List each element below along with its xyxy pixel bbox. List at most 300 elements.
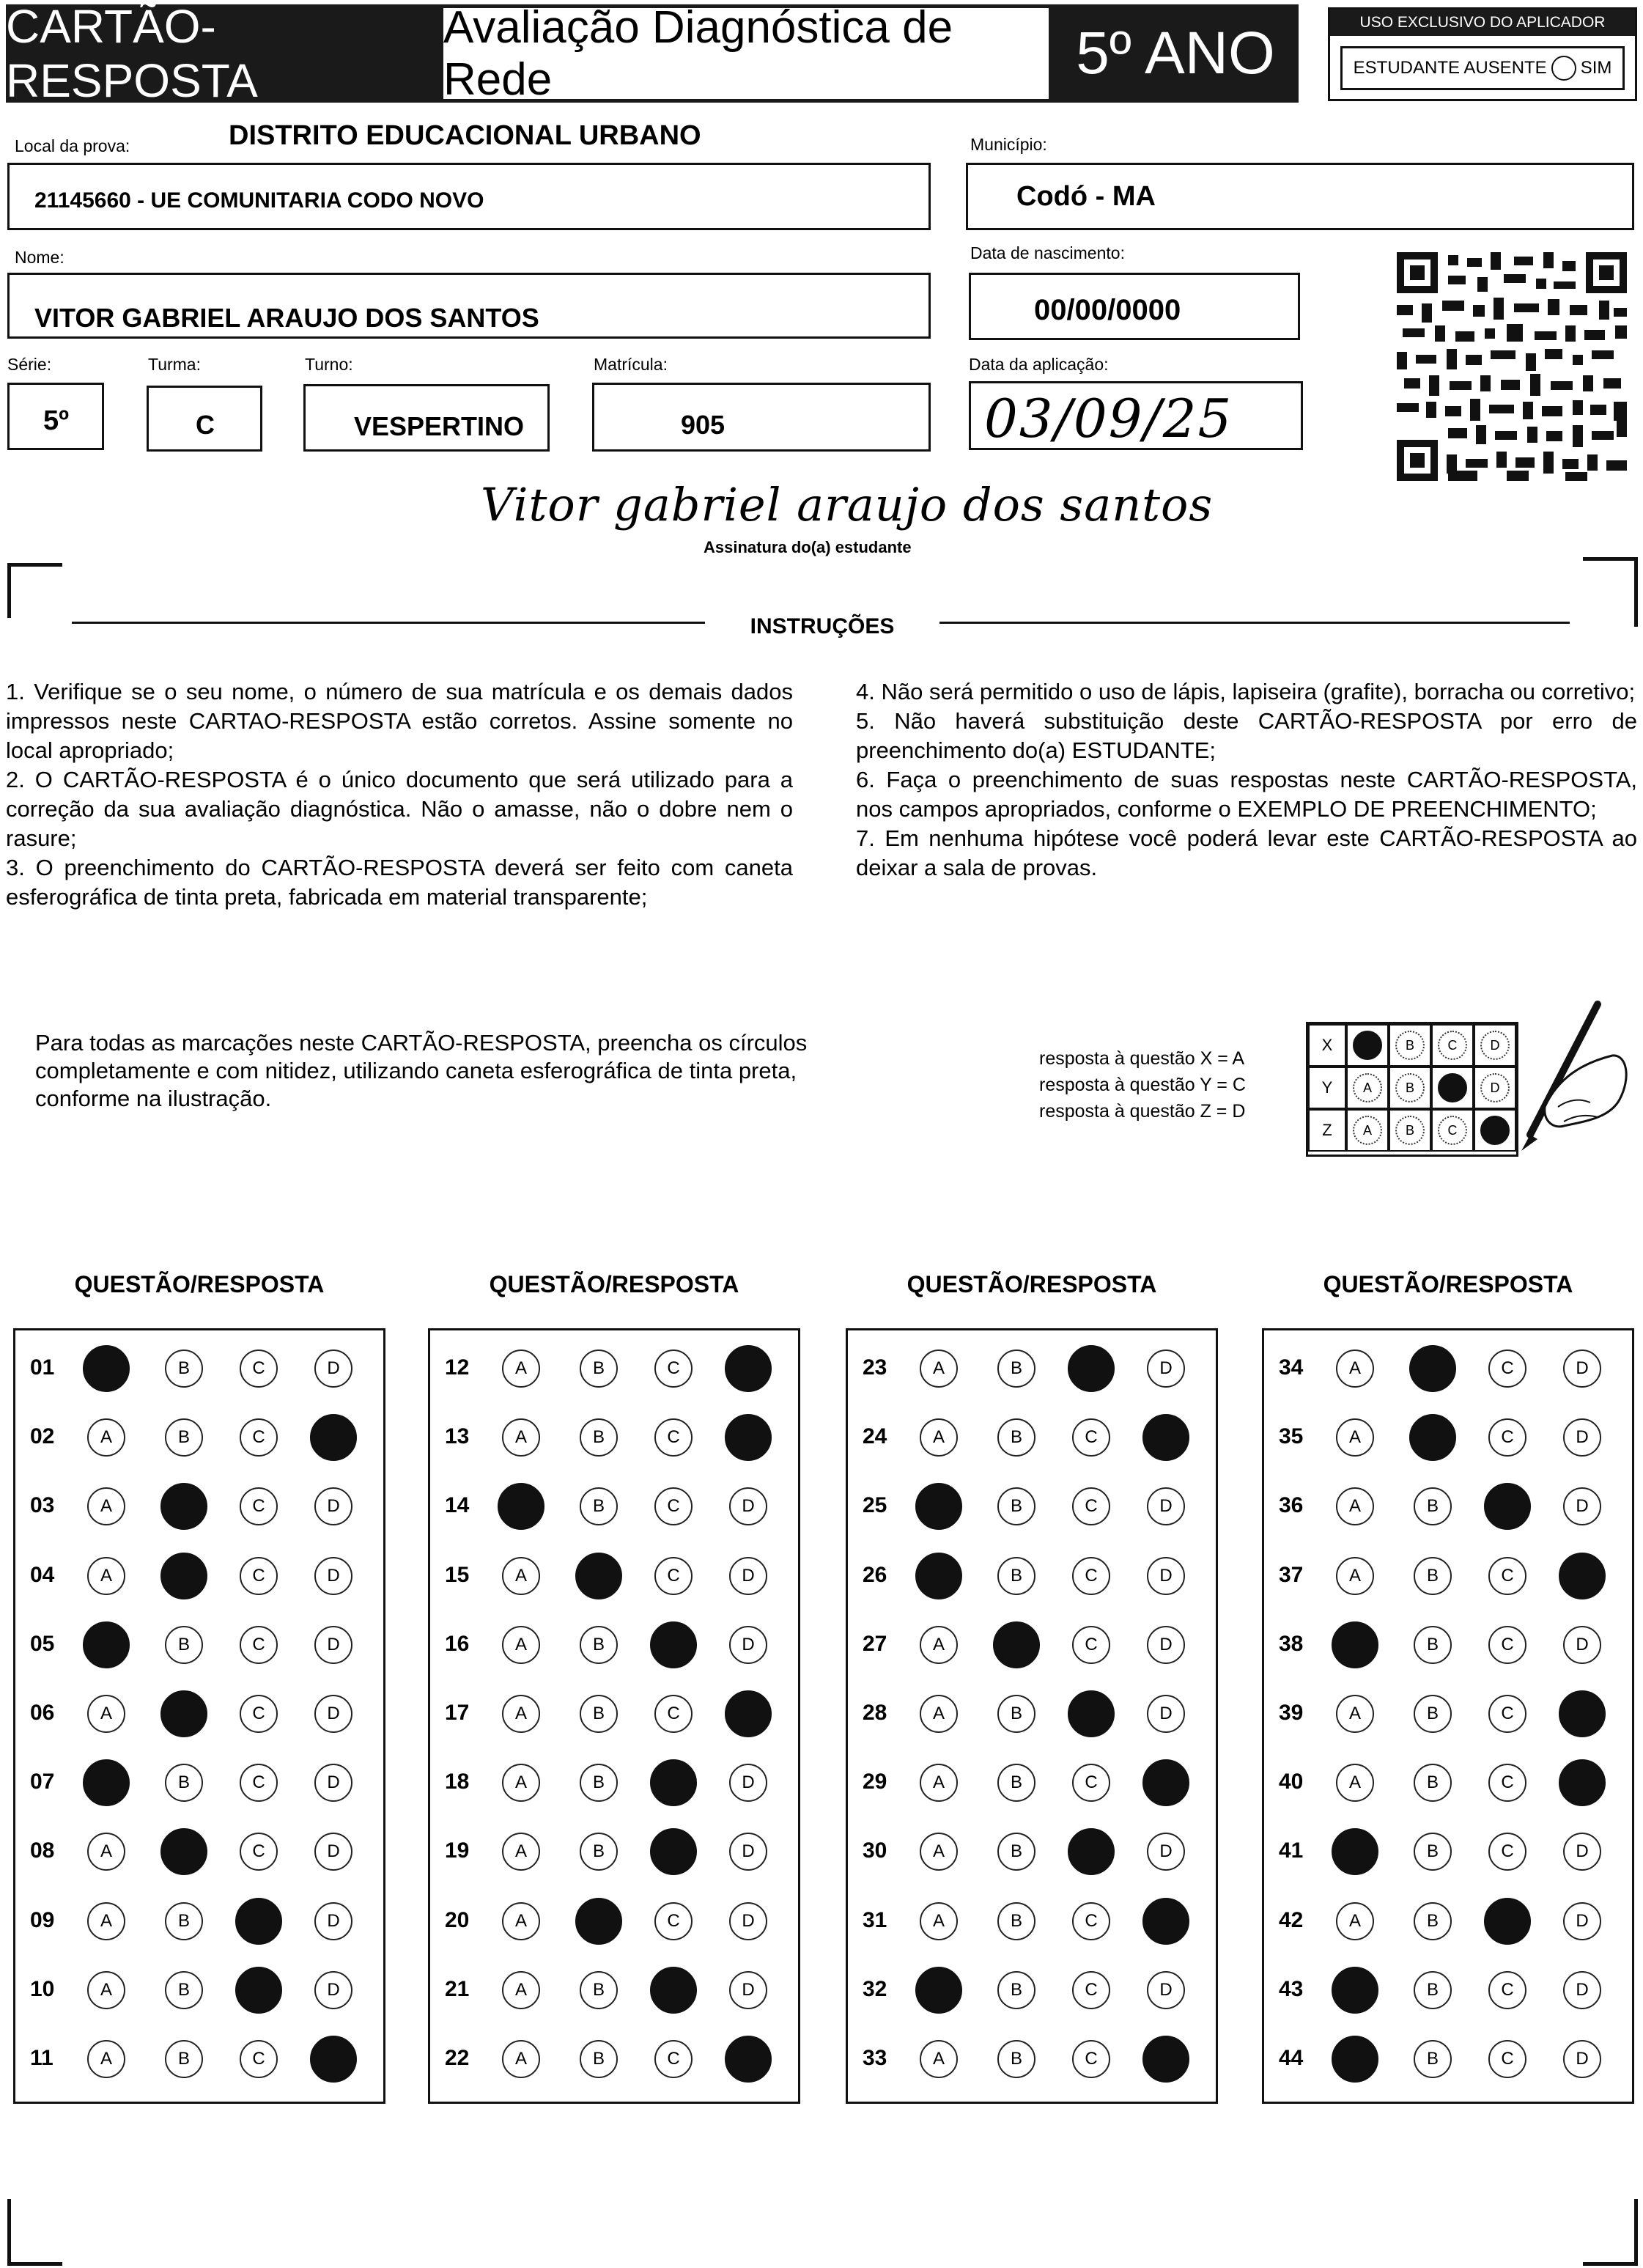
answer-bubble-b[interactable]: B [580,1695,618,1733]
turma-label: Turma: [148,355,201,374]
example-bubble-d: D [1480,1073,1510,1102]
answer-bubble-d[interactable]: D [314,1487,352,1525]
answer-bubble-a[interactable]: A [1336,1764,1374,1802]
answer-bubble-d[interactable]: D [729,1764,767,1802]
answer-bubble-a[interactable]: A [87,1695,125,1733]
answer-bubble-c[interactable]: C [240,1764,278,1802]
answer-row [430,1888,798,1956]
answer-bubble-b[interactable] [160,1828,207,1875]
answer-bubble-d[interactable]: D [1563,1902,1601,1940]
example-table [1306,1022,1518,1157]
answer-bubble-a[interactable] [915,1553,962,1599]
answer-bubble-a[interactable]: A [502,1350,540,1388]
example-cell [1346,1067,1389,1109]
example-cell [1346,1024,1389,1067]
signature-handwriting: Vitor gabriel araujo dos santos [481,478,1214,531]
answer-row [848,1404,1216,1473]
answer-bubble-c[interactable]: C [1072,1487,1110,1525]
question-number: 10 [30,1976,55,2001]
answer-bubble-a[interactable]: A [1336,1695,1374,1733]
answer-bubble-c[interactable]: C [654,1350,693,1388]
answer-row [848,1749,1216,1818]
question-number: 22 [445,2046,470,2070]
answer-bubble-c[interactable] [650,1967,697,2014]
example-bubble-a: A [1353,1116,1382,1145]
answer-column-1 [13,1328,385,2104]
answer-row [1264,1473,1632,1542]
answer-bubble-c[interactable]: C [240,1833,278,1871]
example-legend [1039,1045,1246,1124]
pen-hand-icon [1488,997,1634,1173]
nome-field [7,273,931,339]
answer-bubble-b[interactable]: B [1414,1902,1452,1940]
example-bubble-b: B [1395,1073,1425,1102]
answer-bubble-b[interactable]: B [165,1902,203,1940]
answer-bubble-a[interactable]: A [87,2040,125,2078]
question-number: 29 [863,1770,887,1794]
card-title: CARTÃO-RESPOSTA [6,4,440,103]
answer-bubble-b[interactable]: B [1414,1487,1452,1525]
answer-bubble-c[interactable]: C [1072,1971,1110,2009]
answer-bubble-b[interactable]: B [580,1487,618,1525]
answer-row [848,1680,1216,1749]
answer-row [15,1611,383,1680]
answer-column-3 [846,1328,1218,2104]
question-number: 30 [863,1838,887,1863]
answer-row [430,1611,798,1680]
answer-bubble-a[interactable]: A [87,1833,125,1871]
answer-bubble-d[interactable]: D [1147,1971,1185,2009]
answer-bubble-c[interactable]: C [1072,2040,1110,2078]
local-value: 21145660 - UE COMUNITARIA CODO NOVO [34,188,484,213]
answer-bubble-c[interactable] [235,1898,282,1945]
answer-row [1264,1749,1632,1818]
answer-bubble-c[interactable]: C [240,1487,278,1525]
instruction-2: 2. O CARTÃO-RESPOSTA é o único documento que será utilizado para a correção da sua avaliação diagnóstica. Não o amasse, não o dobre nem o rasure; [6,767,793,851]
answer-bubble-d[interactable] [725,1414,772,1461]
answer-bubble-d[interactable]: D [1563,1350,1601,1388]
answer-bubble-d[interactable]: D [1147,1626,1185,1664]
answer-bubble-b[interactable]: B [1414,1833,1452,1871]
question-number: 02 [30,1424,55,1449]
turma-field [147,386,262,452]
answer-bubble-c[interactable]: C [654,1902,693,1940]
answer-bubble-b[interactable]: B [580,1626,618,1664]
answer-bubble-a[interactable]: A [920,1350,958,1388]
answer-bubble-d[interactable] [1142,2036,1189,2083]
answer-bubble-c[interactable]: C [1072,1764,1110,1802]
answer-row [1264,1680,1632,1749]
question-number: 25 [863,1493,887,1518]
question-number: 13 [445,1424,470,1449]
answer-bubble-a[interactable] [915,1483,962,1530]
question-number: 36 [1279,1493,1304,1518]
answer-bubble-b[interactable]: B [997,1350,1035,1388]
answer-bubble-a[interactable]: A [1336,1487,1374,1525]
answer-bubble-d[interactable]: D [314,1695,352,1733]
answer-row [1264,1542,1632,1611]
local-field [7,163,931,230]
answer-bubble-d[interactable] [1142,1759,1189,1806]
instruction-7: 7. Em nenhuma hipótese você poderá levar este CARTÃO-RESPOSTA ao deixar a sala de provas. [856,825,1637,880]
example-cell [1389,1024,1431,1067]
answer-bubble-c[interactable]: C [1072,1902,1110,1940]
answer-bubble-a[interactable]: A [87,1487,125,1525]
answer-bubble-a[interactable]: A [920,1833,958,1871]
answer-bubble-d[interactable]: D [314,1350,352,1388]
answer-bubble-c[interactable]: C [1488,2040,1526,2078]
answer-bubble-a[interactable] [498,1483,544,1530]
answer-bubble-d[interactable] [1142,1414,1189,1461]
question-number: 27 [863,1631,887,1656]
example-cell [1431,1024,1474,1067]
answer-bubble-c[interactable]: C [240,1418,278,1457]
answer-row [848,1888,1216,1956]
answer-bubble-c[interactable] [1068,1345,1115,1392]
answer-bubble-c[interactable]: C [240,1695,278,1733]
example-row-label: Z [1308,1109,1346,1152]
answer-bubble-d[interactable] [725,1345,772,1392]
answer-bubble-b[interactable]: B [997,1971,1035,2009]
instructions-title: INSTRUÇÕES [750,614,895,638]
question-number: 04 [30,1562,55,1587]
answer-bubble-c[interactable]: C [654,2040,693,2078]
answer-bubble-d[interactable]: D [314,1557,352,1595]
serie-label: Série: [7,355,52,374]
corner-mark-bottom-right [1583,2199,1638,2266]
answer-bubble-a[interactable]: A [87,1557,125,1595]
answer-bubble-d[interactable]: D [314,1833,352,1871]
answer-bubble-b[interactable] [993,1621,1040,1668]
answer-bubble-d[interactable]: D [1563,1418,1601,1457]
example-row-label: Y [1308,1067,1346,1109]
answer-bubble-c[interactable]: C [1072,1557,1110,1595]
answer-bubble-a[interactable]: A [87,1902,125,1940]
answer-bubble-a[interactable]: A [1336,1902,1374,1940]
answer-bubble-b[interactable]: B [165,1764,203,1802]
answer-bubble-c[interactable]: C [654,1695,693,1733]
answer-bubble-b[interactable]: B [580,1764,618,1802]
answer-bubble-a[interactable] [915,1967,962,2014]
answer-bubble-b[interactable]: B [580,2040,618,2078]
answer-bubble-b[interactable]: B [580,1971,618,2009]
question-number: 19 [445,1838,470,1863]
answer-bubble-c[interactable]: C [654,1557,693,1595]
answer-bubble-d[interactable]: D [729,1626,767,1664]
question-number: 05 [30,1631,55,1656]
answer-bubble-d[interactable]: D [1147,1695,1185,1733]
question-number: 06 [30,1701,55,1725]
answer-bubble-b[interactable] [160,1483,207,1530]
answer-row [15,2025,383,2094]
answer-bubble-a[interactable]: A [502,1557,540,1595]
answer-bubble-a[interactable]: A [920,1626,958,1664]
answer-bubble-d[interactable] [1559,1553,1606,1599]
answer-bubble-c[interactable]: C [1488,1418,1526,1457]
answer-bubble-b[interactable]: B [1414,2040,1452,2078]
answer-bubble-b[interactable]: B [580,1418,618,1457]
applicator-box [1328,7,1637,101]
serie-value: 5º [43,405,70,436]
corner-mark-top-right [1583,557,1638,627]
answer-bubble-c[interactable] [235,1967,282,2014]
answer-row [430,2025,798,2094]
answer-bubble-b[interactable]: B [997,1557,1035,1595]
answer-row [430,1404,798,1473]
instructions-left [6,677,793,912]
answer-bubble-b[interactable]: B [997,1833,1035,1871]
answer-row [848,2025,1216,2094]
answer-bubble-d[interactable]: D [314,1764,352,1802]
question-number: 26 [863,1562,887,1587]
absent-radio[interactable] [1551,56,1576,81]
answer-bubble-c[interactable] [1484,1483,1531,1530]
answer-bubble-a[interactable] [83,1759,130,1806]
example-legend-x: resposta à questão X = A [1039,1048,1245,1069]
answer-bubble-c[interactable]: C [1488,1764,1526,1802]
answer-bubble-b[interactable]: B [997,2040,1035,2078]
question-number: 35 [1279,1424,1304,1449]
answer-row [848,1818,1216,1887]
answer-bubble-c[interactable]: C [654,1487,693,1525]
answer-column-2 [428,1328,800,2104]
question-number: 11 [30,2046,53,2070]
answer-bubble-b[interactable]: B [997,1695,1035,1733]
answer-row [15,1888,383,1956]
answer-bubble-b[interactable] [160,1553,207,1599]
answer-bubble-d[interactable]: D [729,1971,767,2009]
question-number: 18 [445,1770,470,1794]
answer-row [430,1818,798,1887]
answer-bubble-a[interactable] [1332,1621,1378,1668]
answer-bubble-c[interactable]: C [1488,1557,1526,1595]
answer-bubble-b[interactable]: B [1414,1971,1452,2009]
question-number: 38 [1279,1631,1304,1656]
answer-row [1264,1888,1632,1956]
answer-bubble-a[interactable] [83,1345,130,1392]
question-number: 39 [1279,1701,1304,1725]
answer-bubble-d[interactable]: D [1563,1833,1601,1871]
turno-field [303,384,550,452]
instructions-right [856,677,1637,883]
answer-bubble-d[interactable]: D [1563,1487,1601,1525]
aplicacao-field [969,381,1303,450]
answer-bubble-d[interactable] [310,2036,357,2083]
signature-label: Assinatura do(a) estudante [704,538,912,556]
answer-bubble-d[interactable]: D [1563,2040,1601,2078]
example-bubble-d: D [1480,1031,1510,1060]
answer-bubble-a[interactable]: A [920,1418,958,1457]
answer-row [848,1542,1216,1611]
answer-bubble-b[interactable] [160,1690,207,1737]
question-number: 44 [1279,2046,1304,2070]
example-bubble-b: B [1395,1116,1425,1145]
answer-bubble-d[interactable] [1559,1690,1606,1737]
answer-bubble-b[interactable]: B [997,1418,1035,1457]
answer-bubble-c[interactable]: C [1488,1833,1526,1871]
answer-bubble-c[interactable]: C [1072,1626,1110,1664]
answer-bubble-a[interactable] [1332,2036,1378,2083]
example-bubble-a: A [1353,1073,1382,1102]
answer-row [430,1956,798,2025]
exam-subtitle: Avaliação Diagnóstica de Rede [440,4,1052,103]
answer-row [430,1542,798,1611]
answer-bubble-d[interactable]: D [729,1487,767,1525]
answer-bubble-a[interactable] [1332,1967,1378,2014]
answer-bubble-b[interactable]: B [997,1764,1035,1802]
answer-bubble-d[interactable] [725,2036,772,2083]
qr-code-icon [1397,252,1627,481]
instruction-5: 5. Não haverá substituição deste CARTÃO-RESPOSTA por erro de preenchimento do(a) ESTUDANTE; [856,708,1637,763]
answer-bubble-a[interactable]: A [502,1626,540,1664]
answer-bubble-a[interactable]: A [502,1418,540,1457]
instructions-rule-right [939,622,1570,624]
answer-row [15,1542,383,1611]
answer-row [848,1473,1216,1542]
answer-bubble-a[interactable]: A [920,2040,958,2078]
answer-bubble-b[interactable] [1409,1414,1456,1461]
instructions-rule-left [72,622,705,624]
answer-bubble-b[interactable]: B [1414,1695,1452,1733]
answer-bubble-a[interactable]: A [502,1695,540,1733]
answer-bubble-d[interactable]: D [729,1557,767,1595]
answer-bubble-c[interactable] [650,1828,697,1875]
answer-bubble-b[interactable]: B [1414,1626,1452,1664]
answer-bubble-c[interactable] [1068,1690,1115,1737]
example-bubble-c [1438,1073,1467,1102]
applicator-title: USO EXCLUSIVO DO APLICADOR [1330,10,1635,36]
nome-value: VITOR GABRIEL ARAUJO DOS SANTOS [34,303,539,333]
answer-bubble-c[interactable] [650,1759,697,1806]
answer-row [1264,1956,1632,2025]
question-number: 08 [30,1838,55,1863]
answer-bubble-b[interactable]: B [165,1971,203,2009]
nome-label: Nome: [15,248,64,267]
question-number: 41 [1279,1838,1304,1863]
answer-bubble-b[interactable] [575,1898,622,1945]
question-number: 01 [30,1355,55,1380]
answer-bubble-c[interactable] [1068,1828,1115,1875]
corner-mark-top-left [7,563,62,618]
example-row-label: X [1308,1024,1346,1067]
question-number: 43 [1279,1976,1304,2001]
answer-bubble-a[interactable]: A [920,1695,958,1733]
answer-bubble-a[interactable]: A [502,1902,540,1940]
answer-row [848,1335,1216,1404]
answer-bubble-c[interactable]: C [1072,1418,1110,1457]
answer-row [1264,1335,1632,1404]
answer-bubble-d[interactable]: D [314,1902,352,1940]
answer-bubble-b[interactable]: B [165,1350,203,1388]
answer-bubble-a[interactable] [83,1621,130,1668]
answer-bubble-b[interactable]: B [1414,1557,1452,1595]
answer-bubble-b[interactable]: B [580,1833,618,1871]
question-number: 40 [1279,1770,1304,1794]
question-number: 24 [863,1424,887,1449]
nascimento-value: 00/00/0000 [1034,294,1181,326]
municipio-label: Município: [970,135,1047,154]
answer-row [430,1680,798,1749]
answer-bubble-d[interactable]: D [314,1971,352,2009]
answer-bubble-c[interactable]: C [1488,1695,1526,1733]
answer-column-header: QUESTÃO/RESPOSTA [1323,1271,1573,1297]
answer-bubble-d[interactable]: D [729,1833,767,1871]
answer-bubble-b[interactable]: B [580,1350,618,1388]
answer-bubble-b[interactable]: B [165,1626,203,1664]
answer-bubble-b[interactable] [1409,1345,1456,1392]
answer-bubble-b[interactable]: B [1414,1764,1452,1802]
answer-bubble-b[interactable]: B [997,1902,1035,1940]
answer-bubble-b[interactable]: B [165,1418,203,1457]
answer-bubble-a[interactable]: A [502,1971,540,2009]
example-cell [1389,1067,1431,1109]
answer-bubble-a[interactable]: A [920,1764,958,1802]
corner-mark-bottom-left [7,2199,62,2266]
question-number: 34 [1279,1355,1304,1380]
example-cell [1431,1109,1474,1152]
matricula-field [592,383,931,452]
answer-bubble-b[interactable]: B [997,1487,1035,1525]
question-number: 33 [863,2046,887,2070]
answer-bubble-d[interactable] [725,1690,772,1737]
answer-bubble-a[interactable]: A [502,2040,540,2078]
answer-bubble-a[interactable]: A [87,1971,125,2009]
question-number: 42 [1279,1907,1304,1932]
answer-bubble-d[interactable]: D [1147,1487,1185,1525]
answer-bubble-c[interactable]: C [1488,1626,1526,1664]
answer-row [15,1680,383,1749]
answer-bubble-a[interactable] [1332,1828,1378,1875]
answer-column-header: QUESTÃO/RESPOSTA [489,1271,739,1297]
answer-bubble-d[interactable]: D [1147,1350,1185,1388]
answer-bubble-c[interactable]: C [240,1350,278,1388]
answer-bubble-d[interactable]: D [1147,1833,1185,1871]
answer-bubble-d[interactable] [310,1414,357,1461]
answer-bubble-c[interactable]: C [1488,1971,1526,2009]
example-cell [1431,1067,1474,1109]
answer-bubble-c[interactable]: C [240,2040,278,2078]
answer-bubble-d[interactable]: D [1563,1971,1601,2009]
answer-bubble-d[interactable]: D [1147,1557,1185,1595]
answer-bubble-c[interactable] [1484,1898,1531,1945]
example-bubble-b: B [1395,1031,1425,1060]
example-bubble-c: C [1438,1031,1467,1060]
answer-bubble-a[interactable]: A [1336,1557,1374,1595]
answer-row [1264,1611,1632,1680]
answer-bubble-c[interactable]: C [1488,1350,1526,1388]
answer-bubble-a[interactable]: A [1336,1350,1374,1388]
answer-bubble-b[interactable] [575,1553,622,1599]
turma-value: C [196,410,215,440]
answer-bubble-c[interactable]: C [240,1557,278,1595]
answer-bubble-a[interactable]: A [87,1418,125,1457]
answer-bubble-d[interactable] [1142,1898,1189,1945]
answer-bubble-b[interactable]: B [165,2040,203,2078]
answer-bubble-d[interactable]: D [1563,1626,1601,1664]
answer-bubble-c[interactable]: C [654,1418,693,1457]
answer-bubble-d[interactable]: D [729,1902,767,1940]
answer-bubble-c[interactable]: C [240,1626,278,1664]
answer-bubble-a[interactable]: A [920,1902,958,1940]
answer-bubble-a[interactable]: A [502,1764,540,1802]
answer-row [430,1335,798,1404]
question-number: 09 [30,1907,55,1932]
answer-bubble-d[interactable] [1559,1759,1606,1806]
answer-bubble-c[interactable] [650,1621,697,1668]
answer-bubble-a[interactable]: A [1336,1418,1374,1457]
answer-bubble-d[interactable]: D [314,1626,352,1664]
answer-bubble-a[interactable]: A [502,1833,540,1871]
